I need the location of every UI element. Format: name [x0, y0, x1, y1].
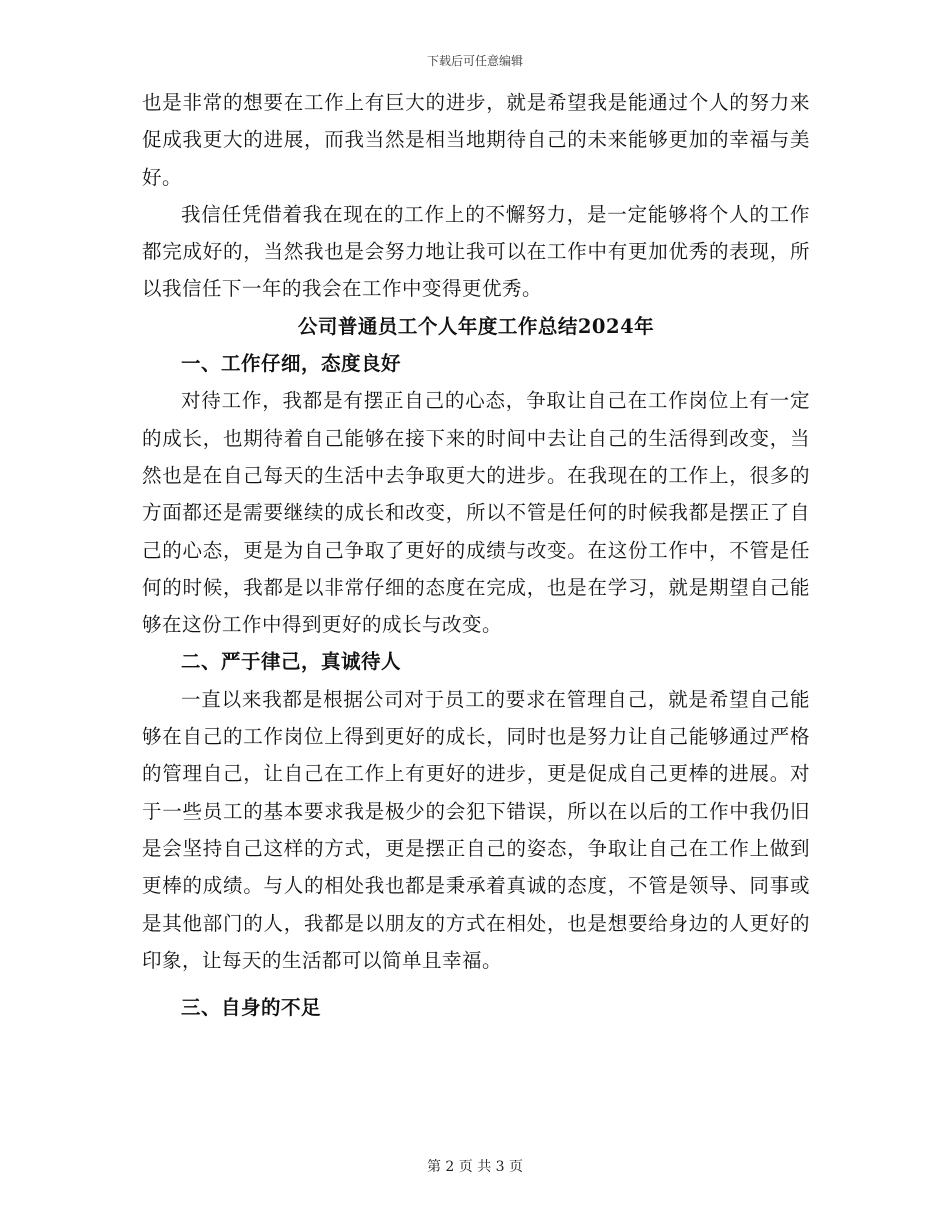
- section-1-heading: 一、工作仔细，态度良好: [181, 352, 402, 376]
- section-2-heading: 二、严于律己，真诚待人: [181, 650, 402, 674]
- section-1-text: 对待工作，我都是有摆正自己的心态，争取让自己在工作岗位上有一定的成长，也期待着自己能够在接下来的时间中去让自己的生活得到改变，当然也是在自己每天的生活中去争取更大的进步。在我现在的工作上，很多的方面都还是需要继续的成长和改变，所以不管是任何的时候我都是摆正了自己的心态，更是为自己争取了更好的成绩与改变。在这份工作中，不管是任何的时候，我都是以非常仔细的态度在完成，也是在学习，就是期望自己能够在这份工作中得到更好的成长与改变。: [142, 389, 810, 637]
- page-footer: 第 2 页 共 3 页: [426, 1159, 524, 1175]
- page-header: 下载后可任意编辑: [426, 54, 523, 68]
- document-title: 公司普通员工个人年度工作总结2024年: [297, 314, 655, 338]
- document-body: [142, 84, 810, 1026]
- paragraph-confidence: 我信任凭借着我在现在的工作上的不懈努力，是一定能够将个人的工作都完成好的，当然我也是会努力地让我可以在工作中有更加优秀的表现，所以我信任下一年的我会在工作中变得更优秀。: [142, 202, 810, 301]
- section-2-text: 一直以来我都是根据公司对于员工的要求在管理自己，就是希望自己能够在自己的工作岗位上得到更好的成长，同时也是努力让自己能够通过严格的管理自己，让自己在工作上有更好的进步，更是促成自己更棒的进展。对于一些员工的基本要求我是极少的会犯下错误，所以在以后的工作中我仍旧是会坚持自己这样的方式，更是摆正自己的姿态，争取让自己在工作上做到更棒的成绩。与人的相处我也都是秉承着真诚的态度，不管是领导、同事或是其他部门的人，我都是以朋友的方式在相处，也是想要给身边的人更好的印象，让每天的生活都可以简单且幸福。: [142, 687, 810, 972]
- paragraph-continuation: 也是非常的想要在工作上有巨大的进步，就是希望我是能通过个人的努力来促成我更大的进展，而我当然是相当地期待自己的未来能够更加的幸福与美好。: [142, 91, 810, 189]
- section-3-heading: 三、自身的不足: [181, 996, 322, 1020]
